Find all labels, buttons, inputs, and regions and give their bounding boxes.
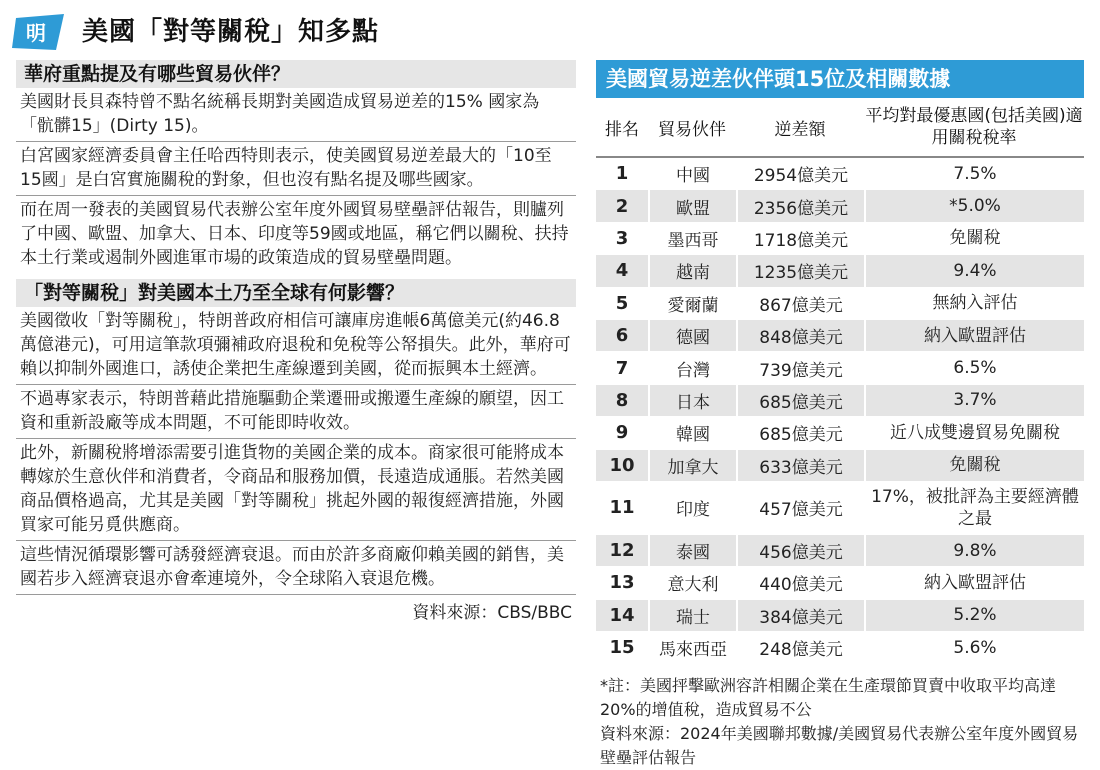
- table-cell-rate: 17%，被批評為主要經濟體之最: [864, 482, 1084, 534]
- table-cell-rank: 2: [596, 190, 648, 221]
- table-cell-rate: 5.2%: [864, 600, 1084, 631]
- table-cell-rank: 6: [596, 320, 648, 351]
- table-cell-rank: 13: [609, 572, 635, 594]
- table-row: [596, 417, 1084, 449]
- section1-paragraph: 而在周一發表的美國貿易代表辦公室年度外國貿易壁壘評估報告，則臚列了中國、歐盟、加拿大、日本、印度等59國或地區，稱它們以關稅、扶持本土行業或遏制外國進軍市場的政策造成的貿易壁壘問題。: [20, 200, 569, 268]
- table-cell-partner: 意大利: [648, 567, 736, 598]
- table-cell-deficit: 633億美元: [736, 450, 864, 481]
- ming-logo-icon: [12, 12, 68, 52]
- header-rank: 排名: [605, 119, 639, 140]
- table-cell-deficit: 867億美元: [736, 288, 864, 319]
- section2-paragraph: 不過專家表示，特朗普藉此措施驅動企業遷冊或搬遷生產線的願望，因工資和重新設廠等成本問題，不可能即時收效。: [16, 385, 576, 439]
- table-row: [596, 632, 1084, 664]
- table-row: [596, 567, 1084, 599]
- table-source: 資料來源：2024年美國聯邦數據/美國貿易代表辦公室年度外國貿易壁壘評估報告: [600, 724, 1079, 768]
- table-cell-rank: 12: [596, 535, 648, 566]
- table-cell-partner: 愛爾蘭: [648, 288, 736, 319]
- table-cell-partner: 韓國: [648, 417, 736, 448]
- header-rate: 平均對最優惠國(包括美國)適用關稅稅率: [865, 106, 1083, 148]
- table-cell-deficit: 685億美元: [736, 417, 864, 448]
- table-cell-rank: 11: [609, 497, 635, 519]
- page-title: 美國「對等關稅」知多點: [82, 17, 380, 47]
- table-note: *註：美國抨擊歐洲容許相關企業在生產環節買賣中收取平均高達20%的增值稅，造成貿易不公: [600, 676, 1057, 720]
- table-cell-rate: 6.5%: [864, 352, 1084, 383]
- table-cell-partner: 日本: [648, 385, 736, 416]
- table-row: [596, 223, 1084, 255]
- table-row: [596, 255, 1084, 287]
- table-cell-rate: 免關稅: [864, 450, 1084, 481]
- left-column: [16, 60, 576, 625]
- table-row: [596, 352, 1084, 384]
- table-cell-rank: 14: [596, 600, 648, 631]
- table-cell-deficit: 384億美元: [736, 600, 864, 631]
- table-cell-rank: 3: [615, 227, 629, 249]
- table-cell-deficit: 456億美元: [736, 535, 864, 566]
- header-deficit: 逆差額: [774, 119, 826, 140]
- table-row: [596, 320, 1084, 352]
- table-row: [596, 450, 1084, 482]
- table-cell-rate: 5.6%: [864, 632, 1084, 663]
- table-cell-deficit: 848億美元: [736, 320, 864, 351]
- section2-paragraph: 美國徵收「對等關稅」，特朗普政府相信可讓庫房進帳6萬億美元(約46.8萬億港元)，可用這筆款項彌補政府退稅和免稅等公帑損失。此外，華府可賴以抑制外國進口，誘使企業把生產線遷到美國，從而振興本土經濟。: [16, 307, 576, 385]
- table-cell-partner: 台灣: [648, 352, 736, 383]
- table-header-row: [596, 98, 1084, 158]
- table-row: [596, 482, 1084, 535]
- table-cell-rate: 納入歐盟評估: [864, 320, 1084, 351]
- table-cell-rate: 9.4%: [864, 255, 1084, 286]
- table-cell-rate: 3.7%: [864, 385, 1084, 416]
- table-cell-rate: 免關稅: [864, 223, 1084, 254]
- section2-paragraph: 此外，新關稅將增添需要引進貨物的美國企業的成本。商家很可能將成本轉嫁於生意伙伴和消費者，令商品和服務加價，長遠造成通脹。若然美國商品價格過高，尤其是美國「對等關稅」挑起外國的報復經濟措施，外國買家可能另覓供應商。: [16, 439, 576, 541]
- table-row: [596, 190, 1084, 222]
- table-cell-deficit: 2356億美元: [736, 190, 864, 221]
- table-cell-deficit: 739億美元: [736, 352, 864, 383]
- table-notes: [596, 664, 1084, 770]
- table-cell-deficit: 1718億美元: [736, 223, 864, 254]
- table-cell-rank: 1: [615, 163, 629, 185]
- table-cell-rank: 15: [609, 637, 635, 659]
- table-cell-partner: 德國: [648, 320, 736, 351]
- table-cell-rate: 無納入評估: [864, 288, 1084, 319]
- table-cell-partner: 瑞士: [648, 600, 736, 631]
- table-cell-rate: 9.8%: [864, 535, 1084, 566]
- table-row: [596, 385, 1084, 417]
- table-row: [596, 535, 1084, 567]
- table-cell-deficit: 440億美元: [736, 567, 864, 598]
- table-cell-rate: 納入歐盟評估: [864, 567, 1084, 598]
- header-partner: 貿易伙伴: [658, 119, 726, 140]
- section2-title: 「對等關稅」對美國本土乃至全球有何影響？: [16, 279, 576, 307]
- table-cell-rank: 8: [596, 385, 648, 416]
- table-cell-partner: 馬來西亞: [648, 632, 736, 663]
- right-column: [596, 60, 1084, 770]
- section1-paragraph: 美國財長貝森特曾不點名統稱長期對美國造成貿易逆差的15% 國家為「骯髒15」(Dirty 15)。: [16, 88, 576, 142]
- section1-title: 華府重點提及有哪些貿易伙伴？: [16, 60, 576, 88]
- table-cell-partner: 印度: [648, 482, 736, 534]
- table-cell-rate: 7.5%: [864, 158, 1084, 189]
- section2-paragraph: 這些情況循環影響可誘發經濟衰退。而由於許多商廠仰賴美國的銷售，美國若步入經濟衰退亦會牽連境外，令全球陷入衰退危機。: [16, 541, 576, 595]
- table-title: 美國貿易逆差伙伴頭15位及相關數據: [596, 60, 1084, 98]
- table-cell-deficit: 2954億美元: [736, 158, 864, 189]
- table-body: [596, 158, 1084, 664]
- table-row: [596, 158, 1084, 190]
- section1-paragraph: 白宮國家經濟委員會主任哈西特則表示，使美國貿易逆差最大的「10至15國」是白宮實施關稅的對象，但也沒有點名提及哪些國家。: [16, 142, 576, 196]
- table-cell-deficit: 457億美元: [736, 482, 864, 534]
- table-cell-rate: 近八成雙邊貿易免關稅: [864, 417, 1084, 448]
- table-cell-partner: 中國: [648, 158, 736, 189]
- svg-text:明: 明: [26, 21, 46, 45]
- table-row: [596, 600, 1084, 632]
- table-cell-partner: 泰國: [648, 535, 736, 566]
- table-cell-deficit: 1235億美元: [736, 255, 864, 286]
- table-cell-partner: 越南: [648, 255, 736, 286]
- left-source: 資料來源：CBS/BBC: [412, 603, 572, 623]
- table-cell-partner: 加拿大: [648, 450, 736, 481]
- table-cell-rank: 7: [615, 357, 629, 379]
- header: [12, 10, 1088, 56]
- table-cell-rank: 10: [596, 450, 648, 481]
- table-cell-deficit: 248億美元: [736, 632, 864, 663]
- table-cell-deficit: 685億美元: [736, 385, 864, 416]
- table-cell-rate: *5.0%: [864, 190, 1084, 221]
- table-cell-rank: 4: [596, 255, 648, 286]
- table-cell-rank: 5: [615, 292, 629, 314]
- table-cell-partner: 歐盟: [648, 190, 736, 221]
- table-cell-partner: 墨西哥: [648, 223, 736, 254]
- table-cell-rank: 9: [615, 422, 629, 444]
- table-row: [596, 288, 1084, 320]
